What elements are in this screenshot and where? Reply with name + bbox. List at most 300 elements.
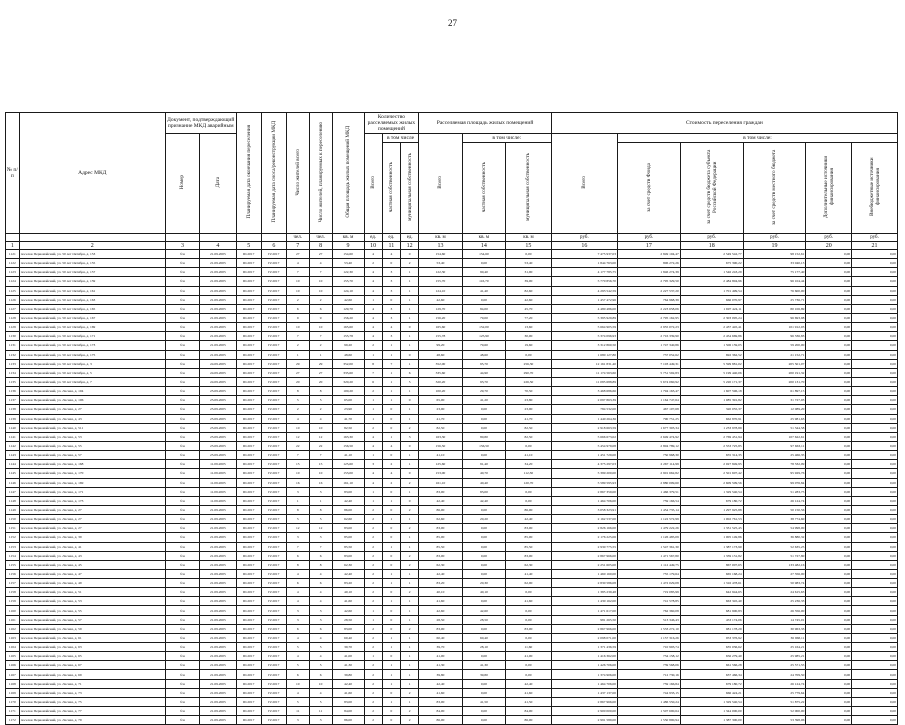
- col-residents: Число жителей всего: [286, 113, 309, 234]
- table-cell: 4: [364, 277, 382, 286]
- table-cell: 3: [382, 268, 400, 277]
- table-cell: б/н: [165, 368, 199, 377]
- table-cell: IV.2017: [261, 441, 286, 450]
- table-cell: 1: [401, 341, 419, 350]
- table-cell: 1159: [6, 597, 20, 606]
- table-cell: 1: [364, 615, 382, 624]
- table-cell: 2: [364, 688, 382, 697]
- table-cell: поселок Первомайский, ул. Лесная, д. 39: [19, 533, 165, 542]
- table-cell: 0: [382, 259, 400, 268]
- table-row: [6, 304, 898, 313]
- col-area-including: в том числе:: [462, 134, 551, 143]
- table-row: [6, 259, 898, 268]
- table-cell: 0,00: [852, 716, 898, 725]
- table-cell: поселок Первомайский, ул. Лесная, д. 173: [19, 496, 165, 505]
- table-cell: 4: [309, 259, 332, 268]
- table-cell: 1 440 264,36: [551, 414, 617, 423]
- table-cell: 40,70: [462, 469, 505, 478]
- table-cell: 129,70: [332, 304, 364, 313]
- table-cell: б/н: [165, 716, 199, 725]
- table-cell: 1121: [6, 250, 20, 259]
- table-cell: IV.2017: [261, 423, 286, 432]
- table-cell: IV.2017: [261, 323, 286, 332]
- table-cell: 0,00: [852, 661, 898, 670]
- table-cell: 100,20: [419, 387, 462, 396]
- table-cell: поселок Первомайский, ул. Лесная, д. 49: [19, 579, 165, 588]
- table-cell: 11.09.2005: [200, 460, 237, 469]
- table-cell: 2 553 725,85: [680, 441, 743, 450]
- table-cell: III.2017: [236, 350, 261, 359]
- col-area-total: Всего: [419, 134, 462, 234]
- col-rooms-municipal: муниципальная собственность: [401, 143, 419, 234]
- table-cell: IV.2017: [261, 259, 286, 268]
- table-cell: 637 466,34: [680, 670, 743, 679]
- table-cell: III.2017: [236, 359, 261, 368]
- table-cell: 0,00: [462, 624, 505, 633]
- table-cell: IV.2017: [261, 697, 286, 706]
- table-cell: 4: [309, 597, 332, 606]
- table-cell: 1: [401, 304, 419, 313]
- table-cell: 1146: [6, 478, 20, 487]
- table-cell: 0,00: [806, 478, 852, 487]
- table-row: [6, 250, 898, 259]
- table-cell: 4: [286, 633, 309, 642]
- table-cell: 41,50: [506, 697, 552, 706]
- table-cell: 21.09.2005: [200, 505, 237, 514]
- table-cell: 1149: [6, 505, 20, 514]
- table-cell: 0: [401, 496, 419, 505]
- table-row: [6, 542, 898, 551]
- table-cell: 23,90: [332, 405, 364, 414]
- table-row: [6, 670, 898, 679]
- table-cell: 0,00: [806, 414, 852, 423]
- table-cell: 1131: [6, 341, 20, 350]
- table-cell: б/н: [165, 451, 199, 460]
- table-cell: 20: [309, 377, 332, 386]
- table-cell: 83,00: [332, 524, 364, 533]
- table-row: [6, 707, 898, 716]
- table-cell: 1 472 029,08: [618, 579, 681, 588]
- table-cell: 1 451 729,00: [551, 451, 617, 460]
- table-cell: 0,00: [852, 496, 898, 505]
- table-cell: 0,00: [806, 533, 852, 542]
- table-cell: 1: [401, 643, 419, 652]
- table-cell: 41,70: [332, 414, 364, 423]
- table-cell: 82,60: [506, 286, 552, 295]
- table-cell: 0,00: [506, 496, 552, 505]
- table-cell: 40,40: [462, 478, 505, 487]
- table-cell: 1 112 449,75: [618, 560, 681, 569]
- table-cell: 790 751,25: [618, 414, 681, 423]
- table-cell: б/н: [165, 359, 199, 368]
- table-cell: 25.09.2005: [200, 414, 237, 423]
- table-cell: 82,50: [506, 432, 552, 441]
- table-cell: 0,00: [806, 643, 852, 652]
- table-cell: поселок Первомайский, ул. 50 лет Октября, д. 167: [19, 313, 165, 322]
- table-cell: 0,00: [852, 597, 898, 606]
- table-cell: 42,40: [419, 569, 462, 578]
- table-row: [6, 643, 898, 652]
- table-cell: IV.2017: [261, 359, 286, 368]
- table-cell: 0: [382, 414, 400, 423]
- table-cell: 83,00: [332, 551, 364, 560]
- table-cell: 21.09.2005: [200, 259, 237, 268]
- table-cell: 1 344 000,00: [680, 707, 743, 716]
- table-cell: 2 900 000,00: [551, 707, 617, 716]
- table-cell: 1: [401, 487, 419, 496]
- table-cell: 1 507 690,64: [618, 707, 681, 716]
- table-row: [6, 313, 898, 322]
- table-cell: 2 930 775,55: [551, 542, 617, 551]
- table-row: [6, 652, 898, 661]
- table-cell: 0,00: [852, 341, 898, 350]
- table-cell: 1: [382, 597, 400, 606]
- table-row: [6, 368, 898, 377]
- table-cell: 8: [364, 359, 382, 368]
- table-cell: 1142: [6, 441, 20, 450]
- table-cell: 41,00: [332, 652, 364, 661]
- table-cell: 3: [382, 332, 400, 341]
- column-number: 11: [382, 242, 400, 250]
- table-cell: 0,00: [852, 441, 898, 450]
- table-cell: поселок Первомайский, ул. Лесная, д. 43: [19, 414, 165, 423]
- table-cell: б/н: [165, 615, 199, 624]
- table-cell: 3: [309, 487, 332, 496]
- table-cell: 0,00: [852, 679, 898, 688]
- table-cell: 2: [364, 551, 382, 560]
- table-cell: 0: [382, 606, 400, 615]
- table-cell: 2 484 804,96: [680, 277, 743, 286]
- table-cell: 29: [286, 359, 309, 368]
- table-row: [6, 432, 898, 441]
- table-cell: 59 200,00: [743, 341, 806, 350]
- table-cell: 26 124,74: [743, 679, 806, 688]
- table-cell: 60,40: [332, 633, 364, 642]
- table-cell: 4: [286, 414, 309, 423]
- table-cell: 62,30: [332, 560, 364, 569]
- table-cell: 744 933,15: [618, 688, 681, 697]
- table-cell: 41,50: [462, 697, 505, 706]
- col-cost-region: за счет средств бюджета субъекта Российской Федерации: [680, 143, 743, 234]
- table-cell: 1144: [6, 460, 20, 469]
- table-cell: 3: [309, 615, 332, 624]
- table-cell: 0,00: [852, 569, 898, 578]
- table-cell: 2: [364, 560, 382, 569]
- table-cell: III.2017: [236, 286, 261, 295]
- table-cell: 21.09.2005: [200, 633, 237, 642]
- unit-cell: кв. м: [332, 234, 364, 242]
- table-cell: 1: [401, 451, 419, 460]
- table-cell: 0,00: [852, 707, 898, 716]
- table-cell: 0,00: [806, 697, 852, 706]
- table-cell: 5 395 929,89: [551, 313, 617, 322]
- table-cell: 0,00: [852, 396, 898, 405]
- table-cell: 4: [286, 597, 309, 606]
- table-cell: 40,10: [419, 588, 462, 597]
- table-cell: 1: [364, 295, 382, 304]
- table-cell: 1 005 149,86: [680, 533, 743, 542]
- table-cell: 759 166,84: [618, 679, 681, 688]
- relocation-table: [5, 112, 898, 725]
- table-cell: б/н: [165, 286, 199, 295]
- table-cell: 4: [382, 323, 400, 332]
- col-rooms-including: в том числе: [382, 134, 419, 143]
- table-cell: III.2017: [236, 688, 261, 697]
- table-cell: 635 036,62: [680, 643, 743, 652]
- table-cell: поселок Первомайский, ул. Лесная, д. 511: [19, 423, 165, 432]
- table-cell: 124,10: [419, 286, 462, 295]
- table-cell: 50 983,74: [743, 579, 806, 588]
- table-cell: IV.2017: [261, 606, 286, 615]
- table-cell: IV.2017: [261, 414, 286, 423]
- table-cell: б/н: [165, 515, 199, 524]
- table-cell: 4: [364, 304, 382, 313]
- table-cell: 21.09.2005: [200, 268, 237, 277]
- col-cost-group: Стоимость переселения граждан: [551, 113, 897, 134]
- table-cell: 11.09.2005: [200, 469, 237, 478]
- table-row: [6, 295, 898, 304]
- table-cell: 1: [364, 487, 382, 496]
- table-cell: III.2017: [236, 533, 261, 542]
- table-cell: 1: [382, 679, 400, 688]
- table-cell: 0,00: [806, 423, 852, 432]
- table-row: [6, 323, 898, 332]
- table-cell: 79,60: [462, 341, 505, 350]
- table-cell: 41,60: [332, 597, 364, 606]
- table-cell: 719 085,99: [618, 588, 681, 597]
- table-cell: 1: [401, 387, 419, 396]
- table-cell: 0,00: [806, 359, 852, 368]
- table-cell: б/н: [165, 505, 199, 514]
- table-cell: IV.2017: [261, 505, 286, 514]
- table-cell: 22: [286, 441, 309, 450]
- table-cell: 8: [286, 505, 309, 514]
- table-cell: 2: [401, 707, 419, 716]
- table-cell: 0,00: [462, 505, 505, 514]
- table-cell: 4: [309, 569, 332, 578]
- table-cell: 0,00: [806, 560, 852, 569]
- table-cell: 981 178,29: [680, 624, 743, 633]
- table-cell: 21.09.2005: [200, 707, 237, 716]
- table-cell: 0,00: [852, 286, 898, 295]
- col-no: № п/п: [6, 113, 20, 234]
- table-cell: 1: [401, 697, 419, 706]
- table-cell: 10: [309, 286, 332, 295]
- table-cell: 20: [286, 377, 309, 386]
- table-cell: поселок Первомайский, ул. Лесная, д. 45: [19, 560, 165, 569]
- table-cell: IV.2017: [261, 341, 286, 350]
- table-cell: 1 846 274,39: [618, 268, 681, 277]
- table-cell: 41,30: [419, 661, 462, 670]
- table-cell: б/н: [165, 341, 199, 350]
- table-cell: 62,60: [332, 515, 364, 524]
- table-cell: поселок Первомайский, ул. Лесная, д. 53: [19, 432, 165, 441]
- table-cell: 0,00: [806, 670, 852, 679]
- table-cell: III.2017: [236, 405, 261, 414]
- table-cell: 21.09.2005: [200, 277, 237, 286]
- table-cell: 1: [382, 661, 400, 670]
- table-cell: 5: [286, 661, 309, 670]
- table-cell: 27: [286, 250, 309, 259]
- table-cell: поселок Первомайский, ул. 50 лет Октября, д. 155: [19, 259, 165, 268]
- table-cell: б/н: [165, 377, 199, 386]
- table-cell: 0,00: [806, 451, 852, 460]
- table-cell: 2 795 329,50: [618, 277, 681, 286]
- unit-cell: руб.: [618, 234, 681, 242]
- table-cell: 0,00: [806, 588, 852, 597]
- table-cell: 1160: [6, 606, 20, 615]
- table-cell: 1 546 243,29: [680, 268, 743, 277]
- table-cell: 0,00: [806, 551, 852, 560]
- table-cell: 124,10: [332, 286, 364, 295]
- table-cell: б/н: [165, 551, 199, 560]
- table-cell: 0,00: [806, 469, 852, 478]
- table-cell: 1 416 362,00: [551, 652, 617, 661]
- table-cell: 83,00: [332, 624, 364, 633]
- table-cell: III.2017: [236, 432, 261, 441]
- table-cell: 1: [401, 542, 419, 551]
- table-cell: 21.09.2005: [200, 350, 237, 359]
- table-cell: 0,00: [852, 615, 898, 624]
- table-cell: 0,00: [852, 643, 898, 652]
- table-cell: 48,60: [419, 350, 462, 359]
- table-cell: 1125: [6, 286, 20, 295]
- table-cell: поселок Первомайский, ул. Лесная, д. 169: [19, 478, 165, 487]
- table-cell: 1151: [6, 524, 20, 533]
- table-cell: 62,60: [419, 515, 462, 524]
- table-cell: 65,00: [419, 396, 462, 405]
- table-cell: 79,00: [462, 313, 505, 322]
- table-cell: 0,00: [852, 304, 898, 313]
- col-planned-completion: Планируемая дата окончания переселения: [236, 113, 261, 234]
- table-cell: III.2017: [236, 588, 261, 597]
- table-row: [6, 487, 898, 496]
- table-cell: 83,00: [506, 624, 552, 633]
- table-cell: 1: [382, 670, 400, 679]
- table-cell: IV.2017: [261, 542, 286, 551]
- table-cell: поселок Первомайский, ул. 50 лет Октября, д. 153: [19, 250, 165, 259]
- table-row: [6, 505, 898, 514]
- table-cell: 62,30: [419, 560, 462, 569]
- table-cell: 83,00: [332, 697, 364, 706]
- table-cell: 48,60: [462, 350, 505, 359]
- table-cell: 2 649 474,92: [618, 432, 681, 441]
- table-cell: 39,80: [332, 670, 364, 679]
- table-cell: 6: [309, 624, 332, 633]
- table-cell: 31,90: [506, 268, 552, 277]
- table-cell: 1: [382, 341, 400, 350]
- table-cell: 25 164,21: [743, 643, 806, 652]
- table-cell: III.2017: [236, 277, 261, 286]
- table-cell: III.2017: [236, 670, 261, 679]
- table-cell: б/н: [165, 441, 199, 450]
- table-cell: 1 385 239,48: [551, 588, 617, 597]
- table-cell: 953 376,92: [680, 633, 743, 642]
- table-cell: 0,00: [852, 515, 898, 524]
- table-cell: III.2017: [236, 341, 261, 350]
- column-number: 7: [286, 242, 309, 250]
- table-cell: IV.2017: [261, 286, 286, 295]
- table-cell: 3: [401, 432, 419, 441]
- table-cell: 21.09.2005: [200, 716, 237, 725]
- table-cell: III.2017: [236, 414, 261, 423]
- table-row: [6, 396, 898, 405]
- table-cell: 0: [382, 505, 400, 514]
- table-cell: 3: [382, 304, 400, 313]
- table-cell: 23,80: [506, 396, 552, 405]
- table-cell: поселок Первомайский, ул. Лесная, д. 53: [19, 597, 165, 606]
- table-cell: 86,00: [419, 505, 462, 514]
- table-cell: 42,60: [462, 606, 505, 615]
- table-cell: 335,60: [332, 368, 364, 377]
- table-cell: 48,60: [332, 350, 364, 359]
- table-cell: 10: [309, 679, 332, 688]
- table-cell: IV.2017: [261, 469, 286, 478]
- table-row: [6, 496, 898, 505]
- table-cell: 41,00: [419, 652, 462, 661]
- table-cell: 1: [364, 414, 382, 423]
- table-row: [6, 286, 898, 295]
- table-cell: 0,00: [462, 716, 505, 725]
- table-cell: 42,40: [506, 515, 552, 524]
- table-cell: 19,60: [506, 341, 552, 350]
- table-cell: III.2017: [236, 560, 261, 569]
- table-cell: 2: [364, 569, 382, 578]
- table-cell: 1 701 499,54: [680, 286, 743, 295]
- table-cell: 78 332,09: [743, 460, 806, 469]
- table-cell: 165,60: [332, 323, 364, 332]
- table-cell: 2 867 966,00: [551, 624, 617, 633]
- table-cell: 4: [364, 323, 382, 332]
- table-cell: IV.2017: [261, 579, 286, 588]
- table-cell: б/н: [165, 277, 199, 286]
- table-cell: IV.2017: [261, 615, 286, 624]
- table-cell: IV.2017: [261, 405, 286, 414]
- table-cell: 1 002 761,53: [680, 515, 743, 524]
- table-cell: 0,00: [806, 387, 852, 396]
- table-cell: 1: [364, 496, 382, 505]
- table-cell: 1 454 735,14: [618, 505, 681, 514]
- table-cell: поселок Первомайский, ул. Лесная, д. 57: [19, 451, 165, 460]
- table-cell: 1: [382, 569, 400, 578]
- table-cell: 40,10: [462, 588, 505, 597]
- table-cell: 1: [382, 350, 400, 359]
- table-cell: 11,60: [506, 643, 552, 652]
- table-cell: 1 844 763,00: [551, 259, 617, 268]
- table-cell: 41,60: [419, 597, 462, 606]
- table-cell: 4: [364, 250, 382, 259]
- table-cell: 5 770 856,70: [551, 277, 617, 286]
- table-cell: 0: [401, 323, 419, 332]
- unit-cell: [6, 234, 20, 242]
- table-cell: 82,50: [506, 423, 552, 432]
- table-cell: 3: [286, 606, 309, 615]
- table-cell: 4 480 486,00: [551, 304, 617, 313]
- table-cell: 0,00: [806, 652, 852, 661]
- table-cell: III.2017: [236, 661, 261, 670]
- table-cell: 84,00: [419, 707, 462, 716]
- table-cell: IV.2017: [261, 569, 286, 578]
- table-cell: 165,60: [419, 323, 462, 332]
- table-cell: 1145: [6, 469, 20, 478]
- unit-cell: [165, 234, 199, 242]
- table-cell: 2: [364, 515, 382, 524]
- table-cell: 1 387 173,90: [680, 542, 743, 551]
- table-cell: 0,00: [806, 524, 852, 533]
- table-cell: 10: [309, 469, 332, 478]
- table-cell: б/н: [165, 460, 199, 469]
- table-cell: 83,00: [506, 524, 552, 533]
